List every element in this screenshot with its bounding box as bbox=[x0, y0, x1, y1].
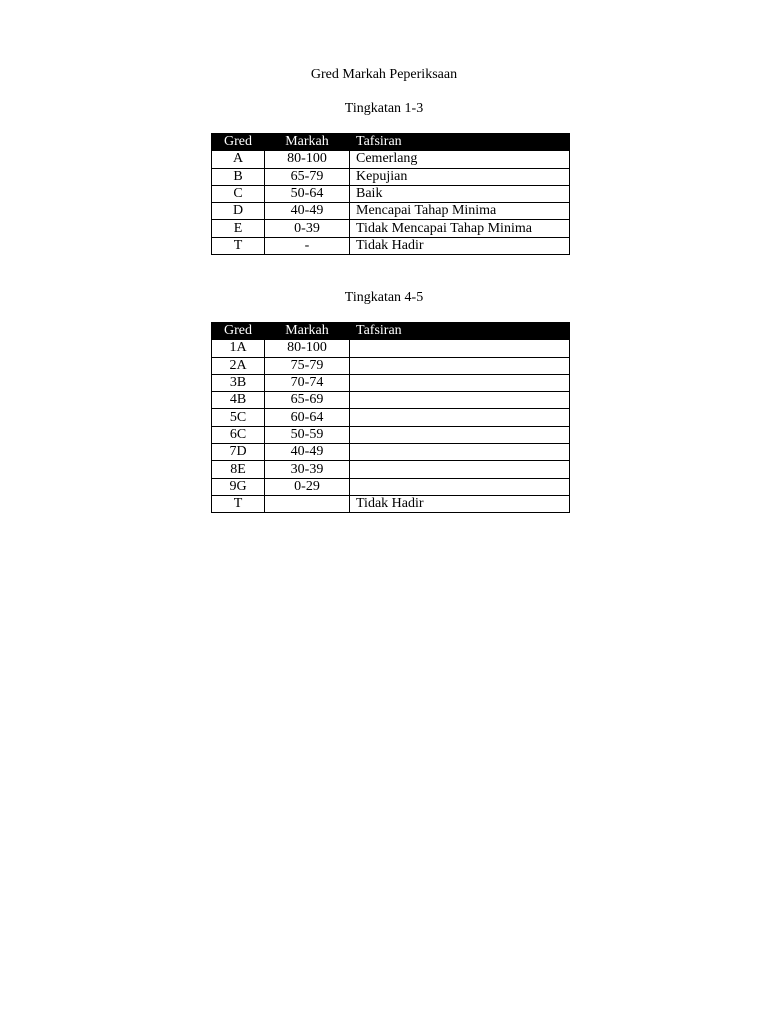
header-tafsiran: Tafsiran bbox=[350, 134, 570, 151]
table-row bbox=[212, 185, 570, 202]
cell-gred: 8E bbox=[212, 461, 265, 478]
table-row bbox=[212, 426, 570, 443]
cell-gred: 9G bbox=[212, 478, 265, 495]
cell-markah: - bbox=[265, 237, 350, 254]
cell-markah: 30-39 bbox=[265, 461, 350, 478]
cell-gred: 3B bbox=[212, 374, 265, 391]
cell-gred: 1A bbox=[212, 340, 265, 357]
cell-markah: 0-39 bbox=[265, 220, 350, 237]
cell-gred: E bbox=[212, 220, 265, 237]
cell-gred: 7D bbox=[212, 444, 265, 461]
cell-tafsiran bbox=[350, 357, 570, 374]
table-row bbox=[212, 374, 570, 391]
header-tafsiran: Tafsiran bbox=[350, 323, 570, 340]
grade-table-tingkatan-1-3 bbox=[211, 133, 570, 255]
table-row bbox=[212, 340, 570, 357]
cell-gred: T bbox=[212, 237, 265, 254]
cell-markah bbox=[265, 495, 350, 512]
cell-markah: 50-59 bbox=[265, 426, 350, 443]
table-row bbox=[212, 461, 570, 478]
cell-gred: 4B bbox=[212, 392, 265, 409]
cell-tafsiran: Tidak Hadir bbox=[350, 495, 570, 512]
table-row bbox=[212, 444, 570, 461]
cell-tafsiran bbox=[350, 461, 570, 478]
cell-gred: T bbox=[212, 495, 265, 512]
cell-markah: 50-64 bbox=[265, 185, 350, 202]
table-header-row bbox=[212, 323, 570, 340]
section-heading-tingkatan-4-5: Tingkatan 4-5 bbox=[344, 290, 424, 305]
cell-tafsiran bbox=[350, 426, 570, 443]
header-gred: Gred bbox=[212, 134, 265, 151]
header-markah: Markah bbox=[265, 323, 350, 340]
cell-gred: B bbox=[212, 168, 265, 185]
cell-markah: 70-74 bbox=[265, 374, 350, 391]
table-row bbox=[212, 478, 570, 495]
cell-tafsiran bbox=[350, 478, 570, 495]
cell-tafsiran: Mencapai Tahap Minima bbox=[350, 203, 570, 220]
cell-gred: 6C bbox=[212, 426, 265, 443]
cell-tafsiran: Baik bbox=[350, 185, 570, 202]
table-row bbox=[212, 392, 570, 409]
cell-tafsiran bbox=[350, 392, 570, 409]
cell-markah: 40-49 bbox=[265, 203, 350, 220]
cell-tafsiran: Tidak Mencapai Tahap Minima bbox=[350, 220, 570, 237]
cell-gred: C bbox=[212, 185, 265, 202]
table-header-row bbox=[212, 134, 570, 151]
cell-tafsiran: Tidak Hadir bbox=[350, 237, 570, 254]
cell-gred: 2A bbox=[212, 357, 265, 374]
header-gred: Gred bbox=[212, 323, 265, 340]
cell-tafsiran bbox=[350, 444, 570, 461]
cell-markah: 40-49 bbox=[265, 444, 350, 461]
grade-table-tingkatan-4-5 bbox=[211, 322, 570, 513]
table-row bbox=[212, 203, 570, 220]
table-row bbox=[212, 357, 570, 374]
cell-markah: 80-100 bbox=[265, 151, 350, 168]
cell-markah: 75-79 bbox=[265, 357, 350, 374]
table-row bbox=[212, 495, 570, 512]
table-row bbox=[212, 168, 570, 185]
cell-markah: 0-29 bbox=[265, 478, 350, 495]
table-row bbox=[212, 220, 570, 237]
cell-tafsiran: Cemerlang bbox=[350, 151, 570, 168]
cell-tafsiran bbox=[350, 374, 570, 391]
cell-gred: 5C bbox=[212, 409, 265, 426]
table-row bbox=[212, 151, 570, 168]
cell-markah: 80-100 bbox=[265, 340, 350, 357]
table-row bbox=[212, 237, 570, 254]
cell-tafsiran bbox=[350, 340, 570, 357]
document-title: Gred Markah Peperiksaan bbox=[310, 67, 458, 82]
cell-gred: A bbox=[212, 151, 265, 168]
cell-gred: D bbox=[212, 203, 265, 220]
cell-tafsiran bbox=[350, 409, 570, 426]
cell-tafsiran: Kepujian bbox=[350, 168, 570, 185]
cell-markah: 65-79 bbox=[265, 168, 350, 185]
header-markah: Markah bbox=[265, 134, 350, 151]
table-row bbox=[212, 409, 570, 426]
cell-markah: 60-64 bbox=[265, 409, 350, 426]
cell-markah: 65-69 bbox=[265, 392, 350, 409]
section-heading-tingkatan-1-3: Tingkatan 1-3 bbox=[344, 101, 424, 116]
